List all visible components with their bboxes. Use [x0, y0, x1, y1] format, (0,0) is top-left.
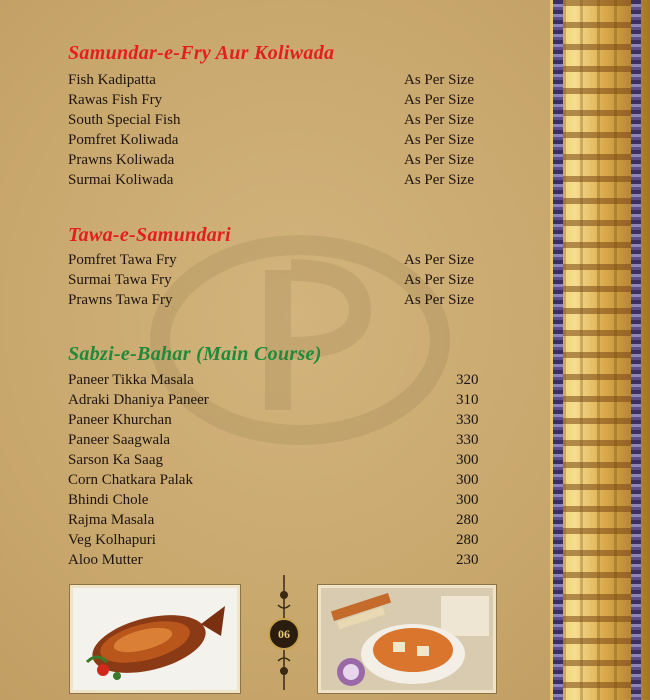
item-name: Paneer Tikka Masala	[68, 372, 194, 388]
item-name: South Special Fish	[68, 112, 181, 128]
item-name: Pomfret Koliwada	[68, 132, 179, 148]
menu-item	[68, 92, 488, 112]
menu-item	[68, 152, 488, 172]
item-price: 310	[456, 392, 479, 408]
item-price: 230	[456, 552, 479, 568]
photo-fried-fish	[70, 585, 240, 693]
item-price: As Per Size	[404, 152, 474, 168]
menu-item	[68, 512, 488, 532]
item-price: As Per Size	[404, 172, 474, 188]
item-price: As Per Size	[404, 92, 474, 108]
item-price: As Per Size	[404, 72, 474, 88]
menu-item	[68, 132, 488, 152]
item-price: 300	[456, 472, 479, 488]
section-title-samundar-e-fry: Samundar-e-Fry Aur Koliwada	[68, 42, 335, 64]
menu-item	[68, 372, 488, 392]
item-name: Fish Kadipatta	[68, 72, 156, 88]
item-price: 280	[456, 512, 479, 528]
border-pattern	[563, 0, 631, 700]
item-price: As Per Size	[404, 132, 474, 148]
menu-item	[68, 272, 488, 292]
item-price: As Per Size	[404, 272, 474, 288]
item-name: Prawns Koliwada	[68, 152, 175, 168]
item-name: Paneer Saagwala	[68, 432, 171, 448]
item-name: Veg Kolhapuri	[68, 532, 156, 548]
item-name: Rawas Fish Fry	[68, 92, 163, 108]
item-name: Surmai Tawa Fry	[68, 272, 172, 288]
fried-fish-illustration	[73, 588, 237, 690]
item-price: 330	[456, 412, 479, 428]
menu-item	[68, 552, 488, 572]
menu-item	[68, 252, 488, 272]
item-price: 300	[456, 452, 479, 468]
menu-item	[68, 392, 488, 412]
item-name: Prawns Tawa Fry	[68, 292, 173, 308]
border-stripe-right	[631, 0, 641, 700]
item-name: Adraki Dhaniya Paneer	[68, 392, 209, 408]
menu-item	[68, 412, 488, 432]
paneer-dish-illustration	[321, 588, 493, 690]
menu-item	[68, 172, 488, 192]
item-name: Sarson Ka Saag	[68, 452, 163, 468]
item-price: 280	[456, 532, 479, 548]
item-price: 320	[456, 372, 479, 388]
item-name: Aloo Mutter	[68, 552, 143, 568]
item-name: Corn Chatkara Palak	[68, 472, 193, 488]
item-name: Paneer Khurchan	[68, 412, 172, 428]
item-name: Bhindi Chole	[68, 492, 149, 508]
menu-item	[68, 292, 488, 312]
section-title-tawa-e-samundari: Tawa-e-Samundari	[68, 224, 231, 246]
page-number-badge: 06	[268, 618, 300, 650]
border-stripe-left	[553, 0, 563, 700]
menu-item	[68, 432, 488, 452]
menu-item	[68, 452, 488, 472]
item-price: As Per Size	[404, 252, 474, 268]
item-price: 330	[456, 432, 479, 448]
section-title-sabzi-e-bahar: Sabzi-e-Bahar (Main Course)	[68, 343, 322, 365]
menu-item	[68, 112, 488, 132]
item-name: Rajma Masala	[68, 512, 155, 528]
menu-item	[68, 532, 488, 552]
item-price: As Per Size	[404, 292, 474, 308]
menu-item	[68, 472, 488, 492]
item-name: Pomfret Tawa Fry	[68, 252, 177, 268]
item-price: 300	[456, 492, 479, 508]
menu-item	[68, 72, 488, 92]
item-name: Surmai Koliwada	[68, 172, 174, 188]
item-price: As Per Size	[404, 112, 474, 128]
photo-paneer-dish	[318, 585, 496, 693]
menu-item	[68, 492, 488, 512]
